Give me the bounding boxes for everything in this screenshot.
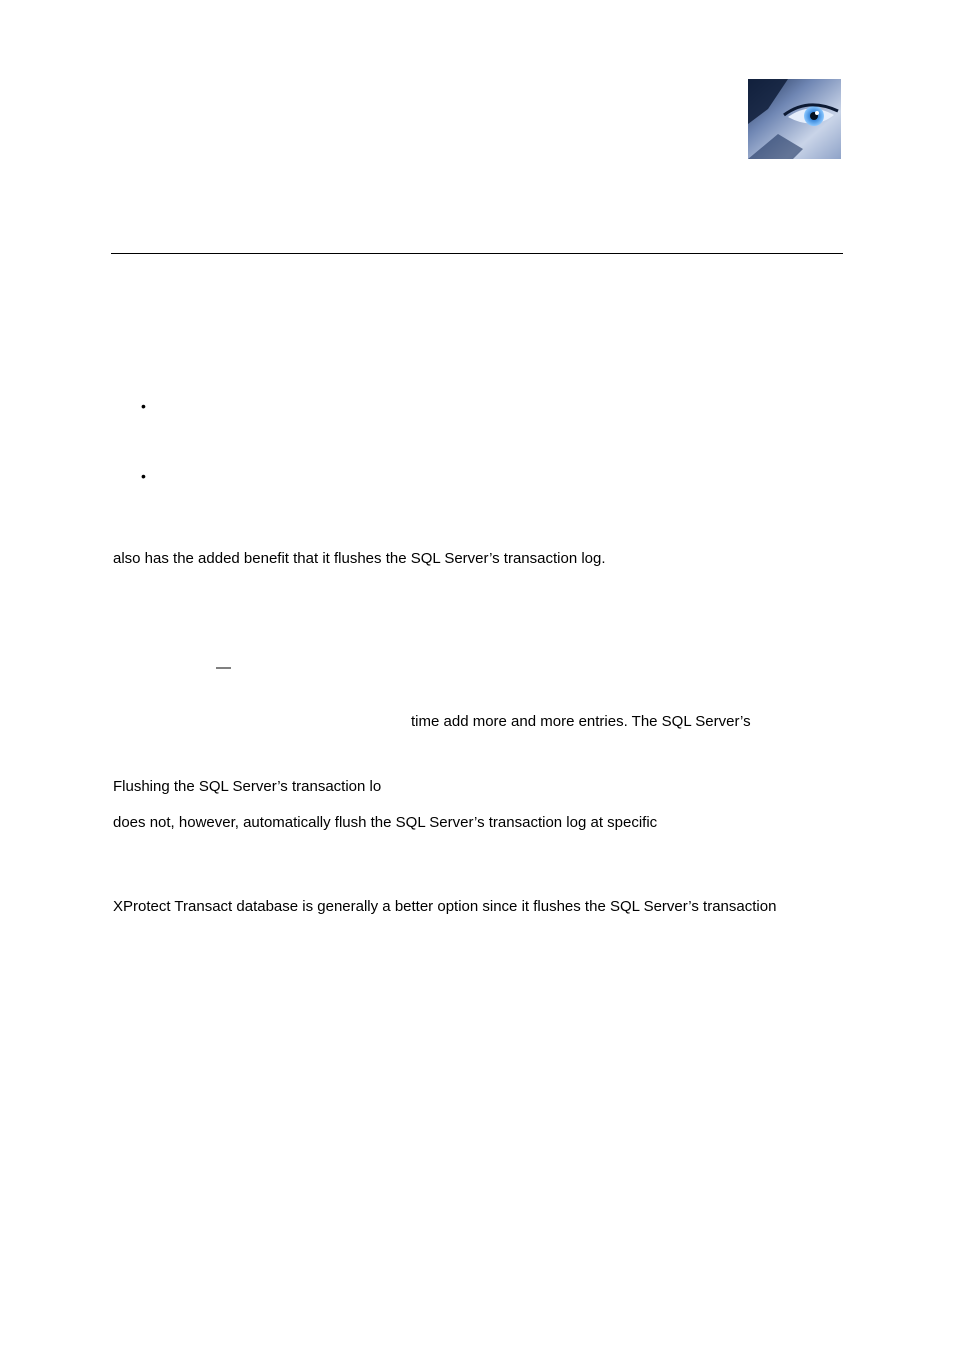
text-line-2: — (216, 659, 231, 676)
header-rule (111, 253, 843, 254)
text-line-6: XProtect Transact database is generally a better option since it flushes the SQL Server’s transaction (113, 898, 777, 915)
text-line-4: Flushing the SQL Server’s transaction lo (113, 778, 382, 795)
bullet-2: • (141, 468, 146, 484)
text-line-5: does not, however, automatically flush the SQL Server’s transaction log at specific (113, 814, 658, 831)
text-line-3: time add more and more entries. The SQL Server’s (411, 713, 751, 730)
bullet-1: • (141, 398, 146, 414)
text-line-1: also has the added benefit that it flushes the SQL Server’s transaction log. (113, 550, 606, 567)
wolf-eye-logo (748, 79, 841, 159)
